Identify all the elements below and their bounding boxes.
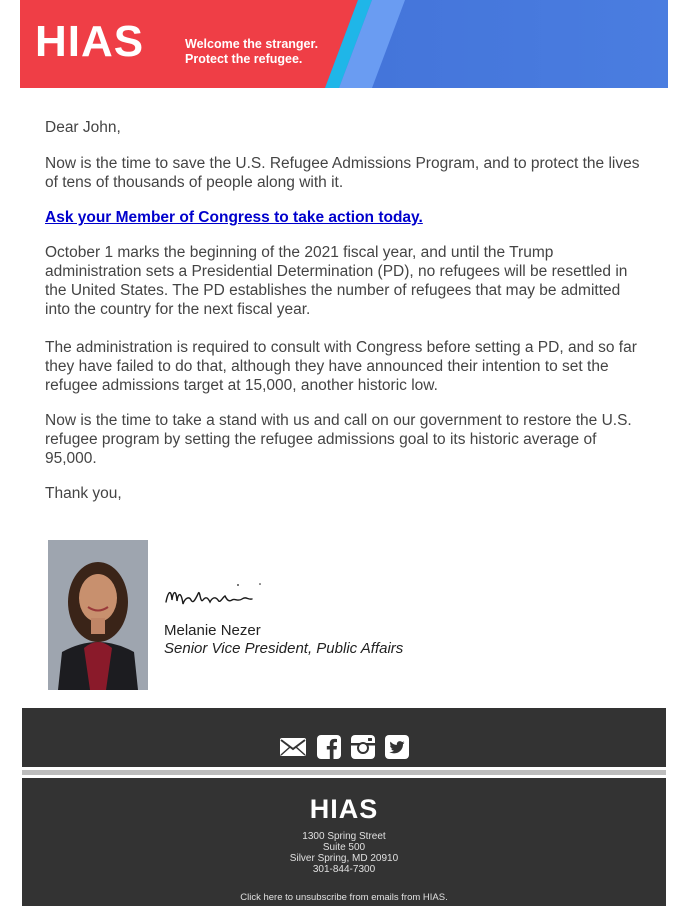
signer-title: Senior Vice President, Public Affairs bbox=[164, 640, 404, 657]
paragraph-fiscal-year: October 1 marks the beginning of the 2021 fiscal year, and until the Trump administration sets a Presidential Determination (PD), no refugees will be resettled in the United States. The PD establishes the number of refugees that may be admitted into the country for the next fiscal year. bbox=[45, 244, 628, 318]
greeting: Dear John, bbox=[45, 119, 121, 136]
instagram-icon[interactable] bbox=[351, 735, 375, 759]
twitter-icon[interactable] bbox=[385, 735, 409, 759]
cta-paragraph bbox=[45, 208, 423, 227]
facebook-icon[interactable] bbox=[317, 735, 341, 759]
footer-divider bbox=[22, 770, 666, 775]
banner-tagline bbox=[185, 37, 318, 67]
portrait-image bbox=[48, 540, 148, 690]
address-suite: Suite 500 bbox=[322, 842, 366, 853]
address-city: Silver Spring, MD 20910 bbox=[289, 853, 399, 864]
tagline-line-2: Protect the refugee. bbox=[185, 52, 303, 66]
tagline-line-1: Welcome the stranger. bbox=[185, 37, 319, 51]
paragraph-congress: The administration is required to consult with Congress before setting a PD, and so far they have failed to do that, although they have announced their intention to set the refugee admissions target at 15,000, another historic low. bbox=[45, 339, 637, 394]
paragraph-intro: Now is the time to save the U.S. Refugee Admissions Program, and to protect the lives of tens of thousands of people along with it. bbox=[45, 155, 640, 191]
author-photo bbox=[48, 540, 148, 690]
social-bar bbox=[22, 708, 666, 767]
unsubscribe-link[interactable]: Click here to unsubscribe from emails from HIAS. bbox=[240, 892, 448, 903]
phone-number: 301-844-7300 bbox=[312, 864, 376, 875]
social-icons bbox=[22, 735, 666, 759]
footer bbox=[22, 778, 666, 906]
footer-address bbox=[22, 831, 666, 875]
signer-name: Melanie Nezer bbox=[164, 622, 261, 639]
paragraph-call-to-action: Now is the time to take a stand with us and call on our government to restore the U.S. refugee program by setting the refugee admissions goal to its historic average of 95,000. bbox=[45, 412, 632, 467]
closing: Thank you, bbox=[45, 485, 122, 502]
footer-hias-logo[interactable]: HIAS bbox=[309, 794, 379, 824]
email-icon[interactable] bbox=[279, 735, 307, 759]
header-banner bbox=[20, 0, 668, 88]
address-street: 1300 Spring Street bbox=[302, 831, 386, 842]
take-action-link[interactable]: Ask your Member of Congress to take action today. bbox=[45, 209, 423, 226]
signature-image bbox=[162, 578, 264, 612]
hias-logo[interactable]: HIAS bbox=[35, 17, 145, 66]
